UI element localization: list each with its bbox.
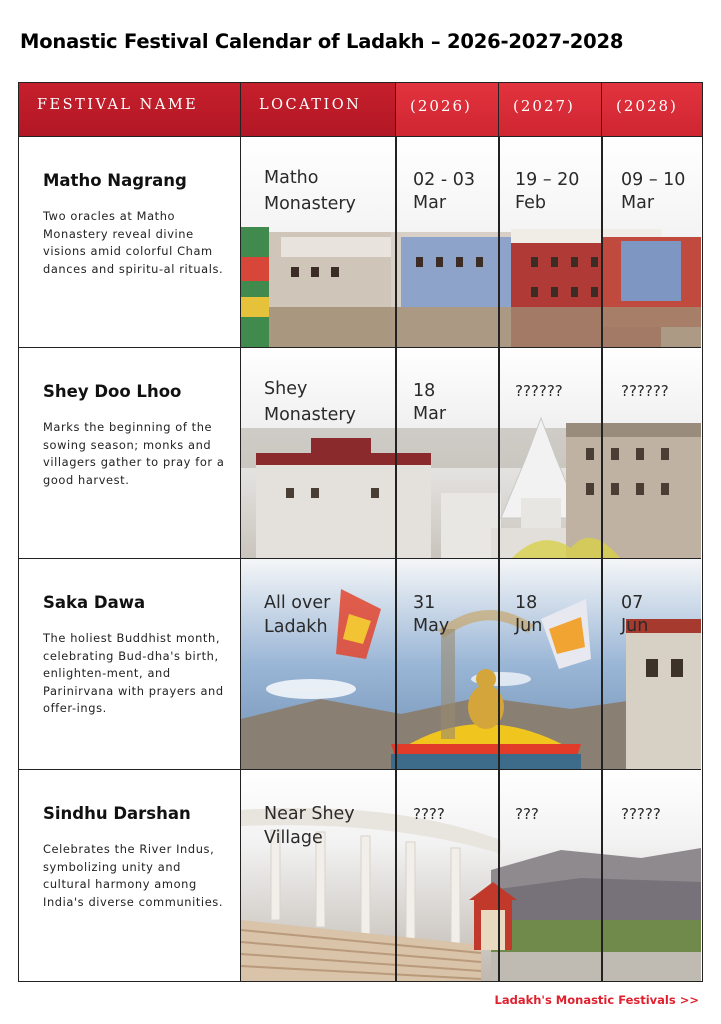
festival-name: Saka Dawa xyxy=(43,593,146,612)
month-2027: Feb xyxy=(515,193,546,213)
table-row xyxy=(19,770,701,981)
festival-description: Two oracles at Matho Monastery reveal divine visions amid colorful Cham dances and spiritu-al rituals. xyxy=(43,209,224,276)
festival-description: Celebrates the River Indus, symbolizing unity and cultural harmony among India's diverse communities. xyxy=(43,842,224,909)
festival-name: Matho Nagrang xyxy=(43,171,187,190)
date-2028: ????? xyxy=(621,805,661,823)
date-2027: ??? xyxy=(515,805,539,823)
month-2028: Mar xyxy=(621,193,655,213)
festival-name: Sindhu Darshan xyxy=(43,804,191,823)
festival-description: The holiest Buddhist month, celebrating Bud-dha's birth, enlighten-ment, and Parinirvana with prayers and offer-ings. xyxy=(43,631,224,715)
table-row xyxy=(19,137,701,348)
date-2028: ?????? xyxy=(621,382,669,400)
festival-cell xyxy=(19,770,241,981)
header-year-2026: (2026) xyxy=(396,83,499,137)
festival-cell xyxy=(19,348,241,558)
month-2026: May xyxy=(413,616,450,636)
month-2026: Mar xyxy=(413,404,447,424)
header-year-2027: (2027) xyxy=(499,83,602,137)
festival-description: Marks the beginning of the sowing season; monks and villagers gather to pray for a good harvest. xyxy=(43,420,225,487)
table-row xyxy=(19,559,701,770)
date-2028: 09 – 10 xyxy=(621,170,686,190)
location-line-2: Monastery xyxy=(264,405,356,425)
date-2026: 18 xyxy=(413,381,436,401)
location-line-2: Village xyxy=(264,828,323,848)
table-row xyxy=(19,348,701,559)
footer-link[interactable]: Ladakh's Monastic Festivals >> xyxy=(494,993,699,1007)
header-year-2028: (2028) xyxy=(602,83,702,137)
date-2027: 19 – 20 xyxy=(515,170,580,190)
month-2026: Mar xyxy=(413,193,447,213)
location-line-2: Monastery xyxy=(264,194,356,214)
location-line-1: Shey xyxy=(264,379,308,399)
header-location: LOCATION xyxy=(241,83,396,137)
month-2027: Jun xyxy=(515,616,543,636)
festival-cell xyxy=(19,137,241,347)
date-2027: ?????? xyxy=(515,382,563,400)
saka-dawa-photo xyxy=(241,559,701,769)
header-festival-name: FESTIVAL NAME xyxy=(19,83,241,137)
festival-cell xyxy=(19,559,241,769)
date-2028: 07 xyxy=(621,593,644,613)
month-2028: Jun xyxy=(621,616,649,636)
location-line-2: Ladakh xyxy=(264,617,328,637)
date-2026: 31 xyxy=(413,593,436,613)
festival-table xyxy=(18,82,703,982)
sindhu-darshan-photo xyxy=(241,770,701,981)
date-2026: 02 - 03 xyxy=(413,170,475,190)
festival-name: Shey Doo Lhoo xyxy=(43,382,182,401)
date-2027: 18 xyxy=(515,593,538,613)
location-line-1: All over xyxy=(264,593,331,613)
location-line-1: Near Shey xyxy=(264,804,355,824)
page-title: Monastic Festival Calendar of Ladakh – 2026-2027-2028 xyxy=(20,30,624,53)
date-2026: ???? xyxy=(413,805,445,823)
location-line-1: Matho xyxy=(264,168,319,188)
